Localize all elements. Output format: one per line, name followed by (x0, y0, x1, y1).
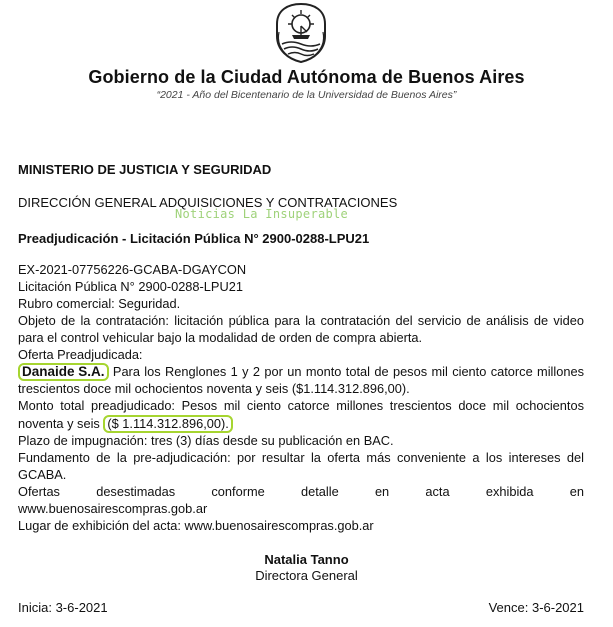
start-date: Inicia: 3-6-2021 (18, 600, 108, 615)
oferta-paragraph (18, 363, 584, 398)
government-motto: “2021 - Año del Bicentenario de la Universidad de Buenos Aires” (156, 89, 457, 101)
government-title: Gobierno de la Ciudad Autónoma de Buenos Aires (88, 67, 525, 87)
ministry-name: MINISTERIO DE JUSTICIA Y SEGURIDAD (18, 162, 272, 177)
document-heading: Preadjudicación - Licitación Pública N° 2900-0288-LPU21 (18, 231, 370, 246)
lugar-line: Lugar de exhibición del acta: www.buenosairescompras.gob.ar (18, 517, 374, 533)
watermark: Noticias La Insuperable (175, 207, 349, 221)
url-line: www.buenosairescompras.gob.ar (18, 500, 208, 516)
oferta-label: Oferta Preadjudicada: (18, 346, 143, 362)
signature-block (0, 552, 613, 584)
licitacion-line: Licitación Pública N° 2900-0288-LPU21 (18, 278, 243, 294)
end-date: Vence: 3-6-2021 (488, 600, 584, 615)
rubro-line: Rubro comercial: Seguridad. (18, 295, 181, 311)
signer-name: Natalia Tanno (264, 552, 349, 567)
plazo-line: Plazo de impugnación: tres (3) días desde su publicación en BAC. (18, 433, 394, 449)
city-seal-logo (270, 2, 332, 64)
monto-paragraph (18, 398, 584, 433)
highlighted-bidder: Danaide S.A. (18, 363, 109, 381)
direction-name: DIRECCIÓN GENERAL ADQUISICIONES Y CONTRATACIONES (18, 195, 398, 210)
document-body (18, 262, 584, 535)
highlighted-amount: ($ 1.114.312.896,00). (103, 415, 232, 433)
ofertas-desestimadas-line: Ofertas desestimadas conforme detalle en acta exhibida en (18, 483, 584, 499)
oferta-text: Para los Renglones 1 y 2 por un monto total de pesos mil ciento catorce millones trescientos doce mil ochocientos noventa y seis ($1.114.312.896,00). (18, 364, 584, 397)
expediente-line: EX-2021-07756226-GCABA-DGAYCON (18, 262, 247, 277)
fundamento-paragraph: Fundamento de la pre-adjudicación: por resultar la oferta más conveniente a los intereses del GCABA. (18, 450, 584, 483)
objeto-paragraph: Objeto de la contratación: licitación pública para la contratación del servicio de análisis de video para el control vehicular bajo la modalidad de orden de compra abierta. (18, 312, 584, 345)
signer-role: Directora General (255, 568, 358, 583)
monto-text: Monto total preadjudicado: Pesos mil ciento catorce millones trescientos doce mil ochocientos noventa y seis (18, 398, 584, 432)
